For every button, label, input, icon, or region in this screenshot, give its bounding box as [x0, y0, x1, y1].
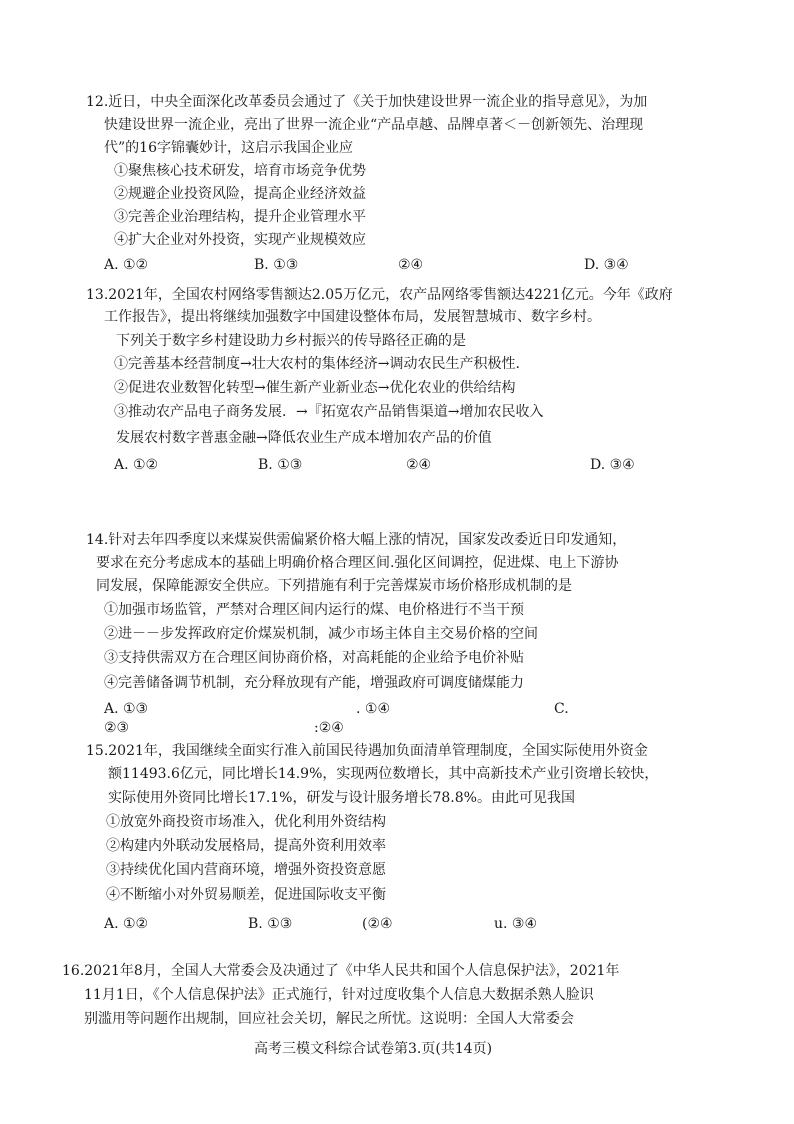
q14-item-4: ④完善储备调节机制，充分释放现有产能，增强政府可调度储煤能力 [104, 675, 524, 691]
q12-option-a: A. ①② [104, 257, 149, 273]
q14-stem-line-3: 同发展，保障能源安全供应。下列措施有利于完善煤炭市场价格形成机制的是 [96, 578, 572, 594]
q12-option-c: ②④ [398, 257, 424, 273]
q15-stem-line-3: 实际使用外资同比增长17.1%，研发与设计服务增长78.8%。由此可见我国 [108, 790, 575, 806]
q13-option-a: A. ①② [114, 457, 159, 473]
q14-option-b: . ①④ [356, 701, 391, 717]
q13-item-3: ③推动农产品电子商务发展．→『拓宽农产品销售渠道→增加农民收入 [114, 404, 544, 420]
q14-option-c-value: ②③ [104, 720, 130, 736]
q16-stem-line-3: 别滥用等问题作出规制，回应社会关切，解民之所忧。这说明：全国人大常委会 [84, 1011, 574, 1027]
q14-item-3: ③支持供需双方在合理区间协商价格，对高耗能的企业给予电价补贴 [104, 650, 524, 666]
q14-stem-line-2: 要求在充分考虑成本的基础上明确价格合理区间.强化区间调控，促进煤、电上下游协 [96, 555, 619, 571]
q15-option-d: u. ③④ [494, 916, 538, 932]
page-footer: 高考三模文科综合试卷第3.页(共14页) [254, 1041, 493, 1057]
q13-option-b: B. ①③ [258, 457, 303, 473]
q13-stem-line-2: 工作报告》，提出将继续加强数字中国建设整体布局，发展智慧城市、数字乡村。 [104, 309, 601, 325]
q14-stem-line-1: 14.针对去年四季度以来煤炭供需偏紧价格大幅上涨的情况，国家发改委近日印发通知， [86, 532, 627, 548]
q13-option-d: D. ③④ [590, 457, 635, 473]
q13-item-4: 发展农村数字普惠金融→降低农业生产成本增加农产品的价值 [116, 430, 492, 446]
q14-option-d: :②④ [314, 720, 344, 736]
q14-option-a: A. ①③ [104, 701, 149, 717]
q14-option-c-label: C. [554, 701, 569, 717]
q14-item-2: ②进－－步发挥政府定价煤炭机制，减少市场主体自主交易价格的空间 [104, 626, 538, 642]
q13-item-2: ②促进农业数智化转型→催生新产业新业态→优化农业的供给结构 [114, 380, 516, 396]
q13-item-1: ①完善基本经营制度→壮大农村的集体经济→调动农民生产积极性. [114, 356, 520, 372]
q13-stem-line-3: 下列关于数字乡村建设助力乡村振兴的传导路径正确的是 [116, 333, 466, 349]
q13-stem-line-1: 13.2021年，全国农村网络零售额达2.05万亿元，农产品网络零售额达4221亿元。今年《政府 [86, 287, 673, 303]
q16-stem-line-1: 16.2021年8月，全国人大常委会及决通过了《中华人民共和国个人信息保护法》，2021年 [62, 963, 620, 979]
q15-item-4: ④不断缩小对外贸易顺差，促进国际收支平衡 [106, 887, 386, 903]
q16-stem-line-2: 11月1日，《个人信息保护法》正式施行，针对过度收集个人信息大数据杀熟人脸识 [84, 987, 594, 1003]
q15-item-2: ②构建内外联动发展格局，提高外资利用效率 [106, 838, 386, 854]
q12-stem-line-3: 代”的16字锦囊妙计，这启示我国企业应 [104, 140, 353, 156]
q12-option-d: D. ③④ [584, 257, 629, 273]
q12-item-4: ④扩大企业对外投资，实现产业规模效应 [114, 232, 366, 248]
q15-stem-line-2: 额11493.6亿元，同比增长14.9%，实现两位数增长，其中高新技术产业引资增长较快， [108, 766, 659, 782]
q12-item-1: ①聚焦核心技术研发，培育市场竞争优势 [114, 163, 366, 179]
q14-item-1: ①加强市场监管，严禁对合理区间内运行的煤、电价格进行不当干预 [104, 602, 524, 618]
q15-option-a: A. ①② [104, 916, 149, 932]
q15-item-3: ③持续优化国内营商环境，增强外资投资意愿 [106, 862, 386, 878]
q12-item-3: ③完善企业治理结构，提升企业管理水平 [114, 209, 366, 225]
q12-option-b: B. ①③ [254, 257, 299, 273]
q13-option-c: ②④ [406, 457, 432, 473]
q12-item-2: ②规避企业投资风险，提高企业经济效益 [114, 186, 366, 202]
q15-option-c: (②④ [362, 916, 393, 932]
q15-stem-line-1: 15.2021年，我国继续全面实行准入前国民待遇加负面清单管理制度，全国实际使用外资金 [86, 743, 648, 759]
q15-item-1: ①放宽外商投资市场准入，优化利用外资结构 [106, 814, 386, 830]
q12-stem-line-1: 12.近日，中央全面深化改革委员会通过了《关于加快建设世界一流企业的指导意见》，为加 [86, 94, 648, 110]
q15-option-b: B. ①③ [248, 916, 293, 932]
q12-stem-line-2: 快建设世界一流企业，亮出了世界一流企业“产品卓越、品牌卓著＜－创新领先、治理现 [104, 117, 644, 133]
